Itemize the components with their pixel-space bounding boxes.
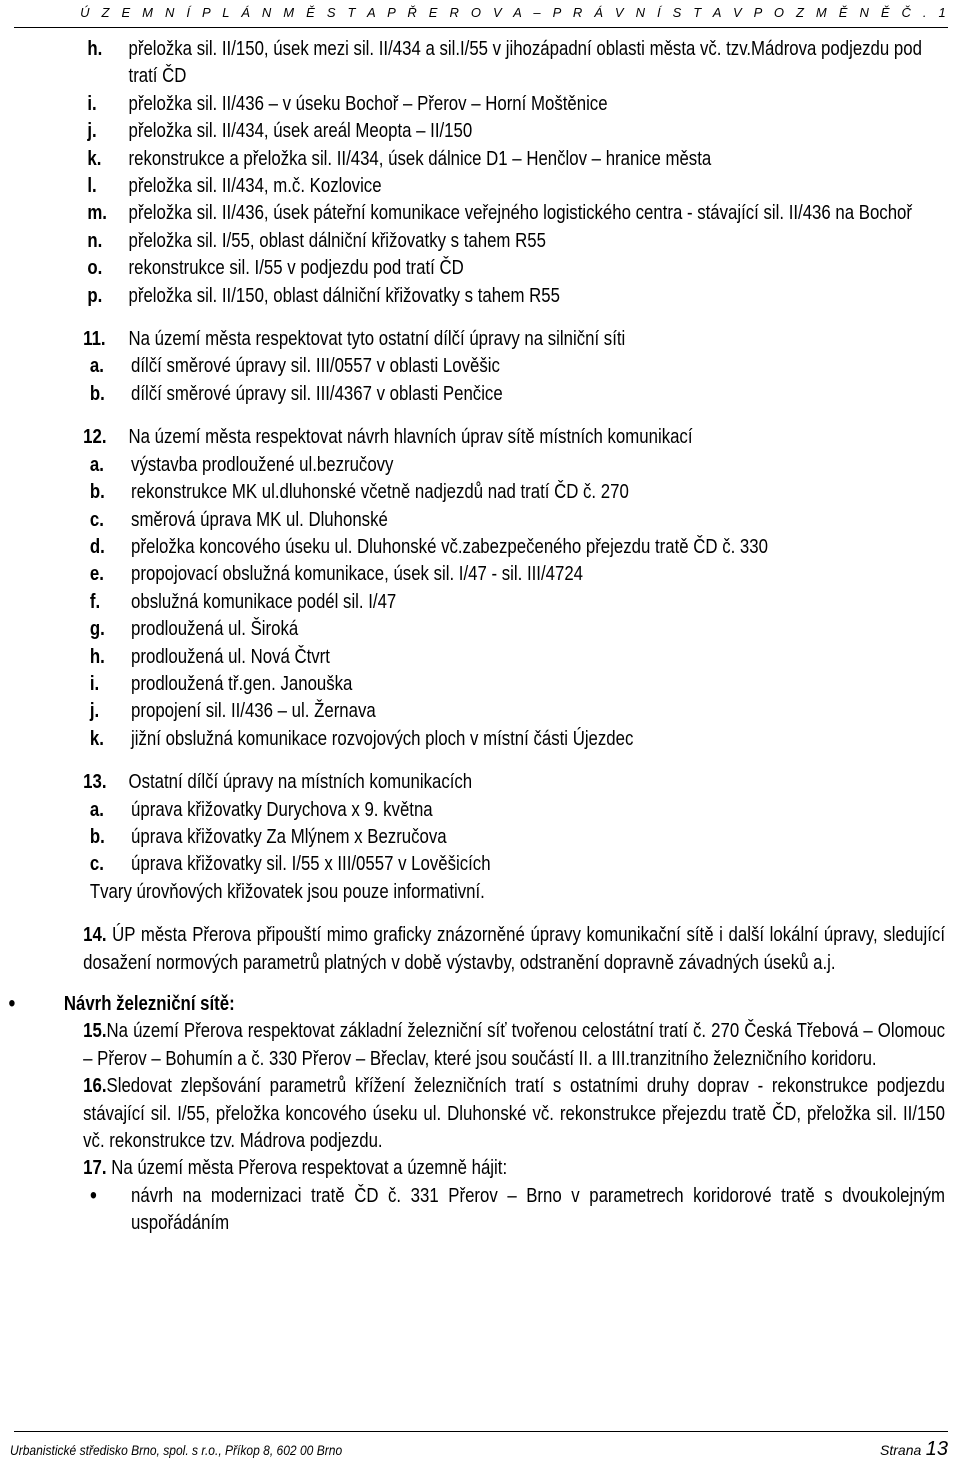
item-text: propojení sil. II/436 – ul. Žernava: [131, 700, 376, 723]
item-text: úprava křižovatky Durychova x 9. května: [131, 798, 433, 821]
item-text: přeložka sil. II/434, m.č. Kozlovice: [128, 175, 382, 198]
bullet-icon: •: [8, 990, 16, 1017]
list-item: [0, 146, 941, 173]
page-label: Strana: [880, 1442, 922, 1458]
list-item: [0, 589, 806, 616]
list-item: [0, 616, 806, 643]
section-heading: [0, 424, 806, 451]
item-text: přeložka sil. II/436, úsek páteřní komunikace veřejného logistického centra - stávající sil. II/436 na Bochoř: [128, 202, 913, 225]
section-heading: [0, 769, 806, 796]
section-heading: [0, 326, 806, 353]
item-text: přeložka sil. II/150, úsek mezi sil. II/434 a sil.I/55 v jihozápadní oblasti města vč. tzv.Mádrova podjezdu pod tratí ČD: [128, 38, 922, 88]
item-text: dílčí směrové úpravy sil. III/0557 v oblasti Lověšic: [131, 355, 500, 378]
road-list-continued: [0, 36, 922, 310]
section-title: Ostatní dílčí úpravy na místních komunikacích: [128, 771, 473, 794]
item-text: přeložka sil. II/434, úsek areál Meopta – II/150: [128, 120, 473, 143]
item-number: 15.: [83, 1020, 107, 1043]
item-text: úprava křižovatky Za Mlýnem x Bezručova: [131, 825, 447, 848]
list-item: [0, 797, 806, 824]
item-text: směrová úprava MK ul. Dluhonské: [131, 508, 388, 531]
item-label: h.: [87, 38, 103, 60]
item-label: f.: [89, 590, 101, 613]
item-text: jižní obslužná komunikace rozvojových ploch v místní části Újezdec: [131, 727, 634, 750]
section-number: 12.: [83, 426, 107, 449]
footer-page: [880, 1438, 948, 1461]
section-11: [0, 326, 806, 408]
item-label: h.: [89, 645, 105, 668]
bullet-item: [0, 1183, 945, 1238]
list-item: [0, 283, 941, 310]
section-title: Na území města respektovat návrh hlavních úprav sítě místních komunikací: [128, 426, 693, 449]
page-header: Ú Z E M N Í P L Á N M Ě S T A P Ř E R O V A – P R Á V N Í S T A V P O Z M Ě N Ě Č . 1: [80, 5, 950, 20]
item-text: obslužná komunikace podél sil. I/47: [131, 590, 397, 613]
header-divider: [14, 27, 948, 28]
item-text: přeložka sil. II/150, oblast dálniční křižovatky s tahem R55: [128, 284, 560, 307]
item-label: o.: [87, 257, 103, 280]
item-text: propojovací obslužná komunikace, úsek sil. I/47 - sil. III/4724: [131, 563, 584, 586]
item-label: j.: [89, 700, 100, 723]
list-item: [0, 36, 941, 91]
item-label: e.: [89, 563, 104, 586]
item-label: k.: [87, 147, 102, 170]
bullet-icon: •: [89, 1181, 97, 1209]
section-text: ÚP města Přerova připouští mimo graficky znázorněné úpravy komunikační sítě i další lokální úpravy, sledující dosažení normových parametrů platných v době výstavby, odstranění dopravně závadných úseků a.j.: [83, 924, 945, 974]
item-text: rekonstrukce MK ul.dluhonské včetně nadjezdů nad tratí ČD č. 270: [131, 481, 629, 504]
railway-item-16: [0, 1073, 945, 1155]
list-item: [0, 353, 806, 380]
item-label: b.: [89, 481, 105, 504]
railway-heading: [0, 991, 806, 1018]
footer-divider: [14, 1431, 948, 1432]
list-item: [0, 200, 941, 227]
section-number: 14.: [83, 924, 107, 947]
list-item: [0, 173, 941, 200]
item-text: úprava křižovatky sil. I/55 x III/0557 v Lověšicích: [131, 853, 491, 876]
section-number: 11.: [83, 328, 106, 351]
section-note: Tvary úrovňových křižovatek jsou pouze informativní.: [89, 880, 485, 903]
list-item: [0, 851, 806, 878]
list-item: [0, 698, 806, 725]
item-text: přeložka sil. II/436 – v úseku Bochoř – Přerov – Horní Moštěnice: [128, 92, 608, 115]
item-label: c.: [89, 508, 104, 531]
item-label: i.: [87, 92, 97, 115]
list-item: [0, 452, 806, 479]
item-label: a.: [89, 798, 104, 821]
railway-heading-text: Návrh železniční sítě:: [63, 993, 235, 1015]
list-item: [0, 671, 806, 698]
item-label: a.: [89, 355, 104, 378]
list-item: [0, 824, 806, 851]
item-label: l.: [87, 175, 97, 198]
section-12: [0, 424, 806, 753]
item-number: 17.: [83, 1157, 107, 1180]
item-text: Sledovat zlepšování parametrů křížení železničních tratí s ostatními druhy doprav - rekonstrukce podjezdu stávající sil. I/55, přeložka koncového úseku ul. Dluhonské vč. rekonstrukce přejezdu tratě ČD, přeložka sil. II/150 vč. rekonstrukce tzv. Mádrova podjezdu.: [83, 1075, 946, 1153]
item-label: g.: [89, 618, 105, 641]
list-item: [0, 381, 806, 408]
document-body: [0, 36, 946, 1238]
footer-publisher: Urbanistické středisko Brno, spol. s r.o., Příkop 8, 602 00 Brno: [10, 1442, 343, 1458]
item-label: n.: [87, 229, 103, 252]
item-text: dílčí směrové úpravy sil. III/4367 v oblasti Penčice: [131, 382, 503, 405]
item-label: i.: [89, 672, 100, 695]
section-13: [0, 769, 806, 906]
item-text: Na území města Přerova respektovat a územně hájit:: [111, 1157, 508, 1180]
item-label: p.: [87, 284, 103, 307]
item-label: a.: [89, 453, 104, 476]
section-14: [0, 922, 945, 977]
item-number: 16.: [83, 1075, 107, 1098]
item-text: výstavba prodloužené ul.bezručovy: [131, 453, 394, 476]
item-label: b.: [89, 825, 105, 848]
section-number: 13.: [83, 771, 107, 794]
page-number: 13: [925, 1438, 948, 1460]
item-text: rekonstrukce sil. I/55 v podjezdu pod tratí ČD: [128, 257, 464, 280]
item-text: Na území Přerova respektovat základní železniční síť tvořenou celostátní tratí č. 270 Česká Třebová – Olomouc – Přerov – Bohumín a č. 330 Přerov – Břeclav, které jsou součástí II. a III.tranzitního železničního koridoru.: [83, 1020, 945, 1070]
item-text: prodloužená tř.gen. Janouška: [131, 672, 353, 695]
list-item: [0, 507, 806, 534]
railway-item-17: [0, 1155, 945, 1182]
list-item: [0, 561, 806, 588]
item-text: rekonstrukce a přeložka sil. II/434, úsek dálnice D1 – Henčlov – hranice města: [128, 147, 712, 170]
item-label: b.: [89, 382, 105, 405]
item-label: d.: [89, 535, 105, 558]
item-label: k.: [89, 727, 104, 750]
item-text: prodloužená ul. Nová Čtvrt: [131, 645, 330, 668]
item-text: prodloužená ul. Široká: [131, 618, 299, 641]
railway-item-15: [0, 1018, 945, 1073]
list-item: [0, 228, 941, 255]
item-text: přeložka koncového úseku ul. Dluhonské vč.zabezpečeného přejezdu tratě ČD č. 330: [131, 535, 768, 558]
list-item: [0, 255, 941, 282]
list-item: [0, 726, 806, 753]
item-label: c.: [89, 853, 104, 876]
list-item: [0, 118, 941, 145]
item-label: j.: [87, 120, 97, 143]
item-label: m.: [87, 202, 107, 225]
item-text: návrh na modernizaci tratě ČD č. 331 Přerov – Brno v parametrech koridorové tratě s dvoukolejným uspořádáním: [131, 1184, 946, 1235]
section-title: Na území města respektovat tyto ostatní dílčí úpravy na silniční síti: [128, 328, 626, 351]
list-item: [0, 534, 806, 561]
list-item: [0, 644, 806, 671]
list-item: [0, 91, 941, 118]
item-text: přeložka sil. I/55, oblast dálniční křižovatky s tahem R55: [128, 229, 546, 252]
list-item: [0, 479, 806, 506]
